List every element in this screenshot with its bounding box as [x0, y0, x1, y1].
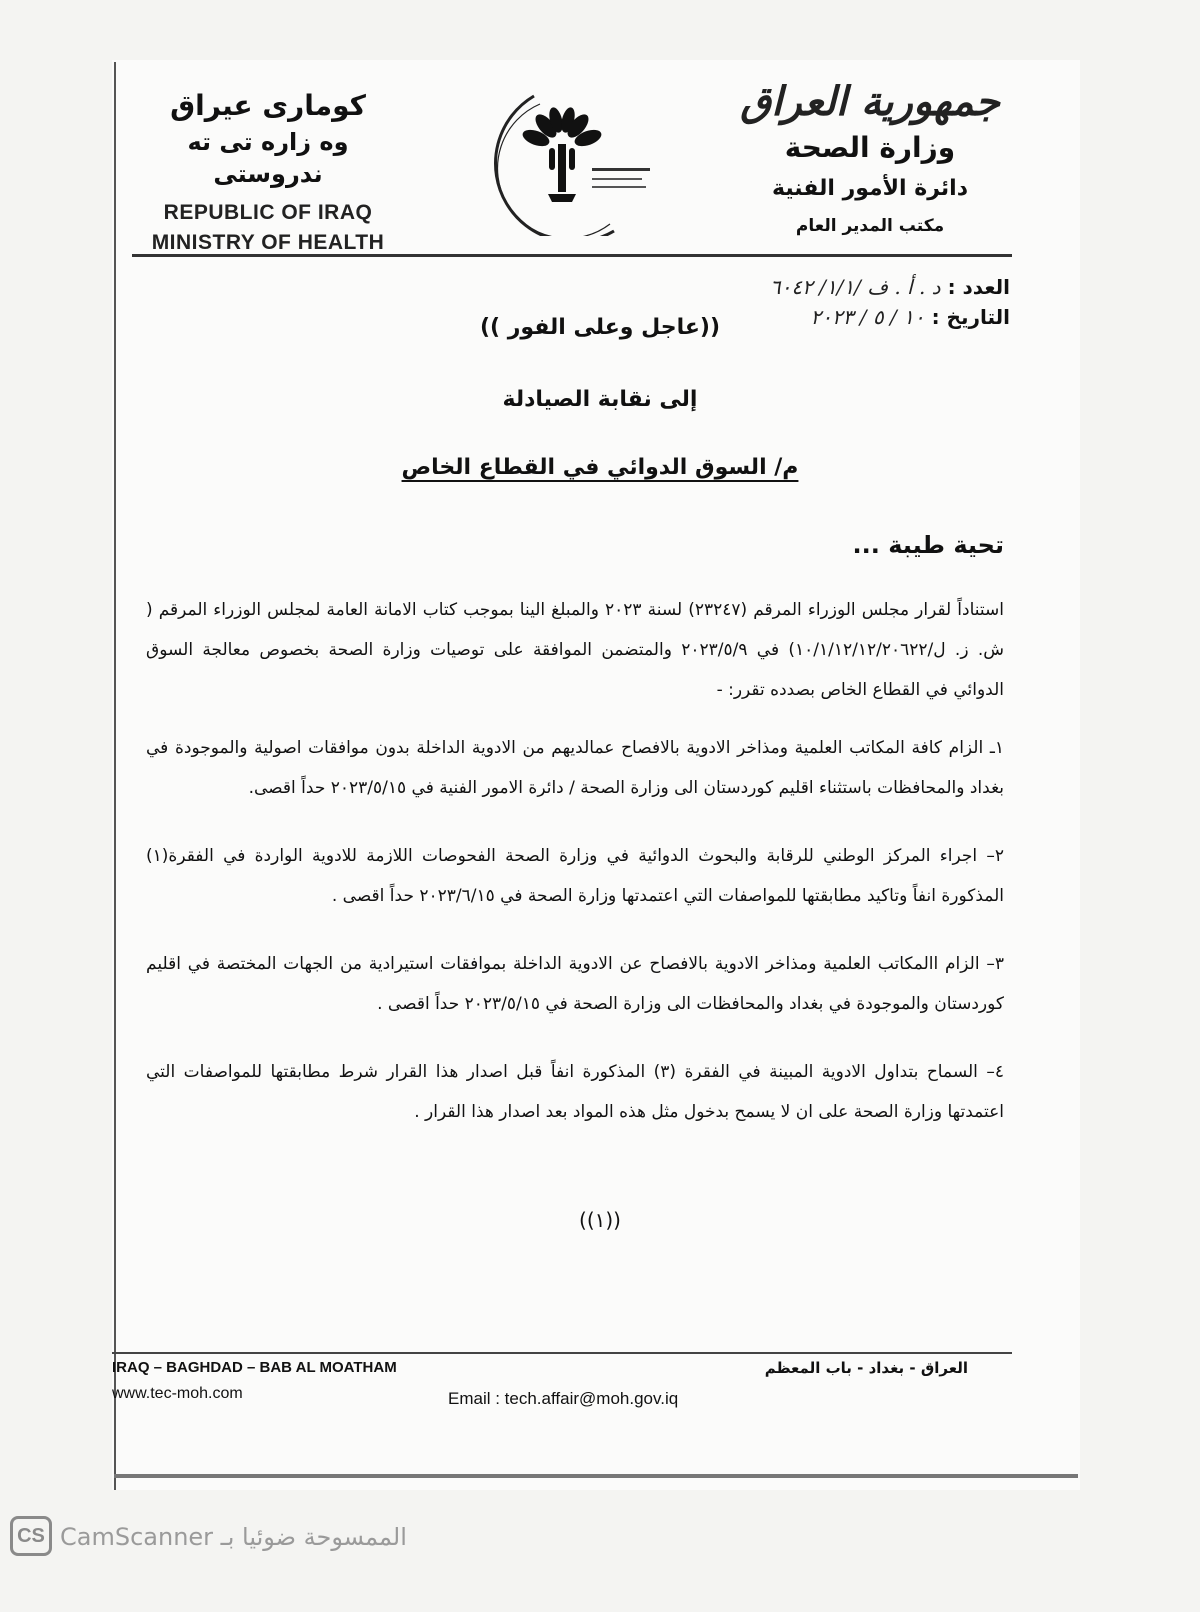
ministry-logo-icon — [464, 86, 674, 236]
decision-item-4: ٤– السماح بتداول الادوية المبينة في الفقرة (٣) المذكورة انفاً قبل اصدار هذا القرار شرط مطابقتها للمواصفات التي اعتمدتها وزارة الصحة على ان لا يسمح بدخول مثل هذه المواد بعد اصدار هذا القرار . — [146, 1062, 1004, 1122]
office-title-arabic: مكتب المدير العام — [795, 216, 945, 236]
header-arabic-block — [740, 78, 1000, 238]
camscanner-watermark: CamScanner الممسوحة ضوئيا بـ — [60, 1523, 407, 1551]
republic-title-english: REPUBLIC OF IRAQ — [163, 201, 373, 224]
department-title-arabic: دائرة الأمور الفنية — [771, 176, 969, 201]
page-number: ((١)) — [579, 1208, 621, 1232]
camscanner-logo-icon: CS — [10, 1516, 52, 1556]
addressee: إلى نقابة الصيادلة — [502, 387, 698, 412]
ministry-title-english: MINISTRY OF HEALTH — [151, 231, 385, 254]
header-kurdish-english-block — [148, 88, 388, 256]
header-divider — [132, 254, 1012, 257]
subject-line — [300, 452, 900, 484]
reference-date-label: التاريخ : — [931, 305, 1010, 329]
decision-item-2: ٢– اجراء المركز الوطني للرقابة والبحوث الدوائية في وزارة الصحة الفحوصات اللازمة للادوية الواردة في الفقرة(١) المذكورة انفاً وتاكيد مطابقتها للمواصفات التي اعتمدتها وزارة الصحة في ٢٠٢٣/٦/١٥ حداً اقصى . — [146, 846, 1004, 906]
reference-number-row — [630, 272, 1010, 302]
scan-edge-line — [114, 62, 116, 1490]
footer-email: Email : tech.affair@moh.gov.iq — [448, 1389, 679, 1408]
decision-item-1: ١ـ الزام كافة المكاتب العلمية ومذاخر الادوية بالافصاح عمالديهم من الادوية الداخلة بدون موافقات اصولية والموجودة في بغداد والمحافظات باستثناء اقليم كوردستان الى وزارة الصحة / دائرة الامور الفنية في ٢٠٢٣/٥/١٥ حداً اقصى. — [146, 738, 1004, 798]
urgent-notice: ((عاجل وعلى الفور )) — [479, 315, 720, 340]
reference-date-value: ١٠ / ٥ / ٢٠٢٣ — [810, 305, 925, 329]
subject-text: م/ السوق الدوائي في القطاع الخاص — [401, 455, 799, 480]
footer-website: www.tec-moh.com — [112, 1385, 243, 1402]
footer-address-english: IRAQ – BAGHDAD – BAB AL MOATHAM — [112, 1359, 397, 1376]
republic-title-kurdish: كومارى عيراق — [170, 89, 366, 122]
letter-body — [146, 590, 1004, 1160]
ministry-title-arabic: وزارة الصحة — [784, 131, 956, 164]
ministry-title-kurdish: وه زاره تى ته ندروستى — [187, 128, 349, 188]
greeting: تحية طيبة ... — [852, 531, 1004, 559]
page-bottom-edge — [114, 1474, 1078, 1478]
footer-address-arabic: العراق - بغداد - باب المعظم — [764, 1359, 968, 1377]
reference-number-label: العدد : — [947, 275, 1010, 299]
republic-title-arabic: جمهورية العراق — [740, 78, 1000, 125]
decision-item-3: ٣– الزام االمكاتب العلمية ومذاخر الادوية بالافصاح عن الادوية الداخلة بموافقات استيرادية من الجهات المختصة في اقليم كوردستان والموجودة في بغداد والمحافظات الى وزارة الصحة في ٢٠٢٣/٥/١٥ حداً اقصى . — [146, 954, 1004, 1014]
footer-divider — [112, 1352, 1012, 1354]
intro-paragraph: استناداً لقرار مجلس الوزراء المرقم (٢٣٢٤٧) لسنة ٢٠٢٣ والمبلغ الينا بموجب كتاب الامانة العامة لمجلس الوزراء المرقم ( ش. ز. ل/١٠/١/١٢/١٢/٢٠٦٢٢) في ٢٠٢٣/٥/٩ والمتضمن الموافقة على توصيات وزارة الصحة بخصوص معالجة السوق الدوائي في القطاع الخاص بصدده تقرر: - — [146, 600, 1004, 700]
reference-number-value: د . أ . ف /١/١/ ٦٠٤٢ — [769, 275, 941, 299]
